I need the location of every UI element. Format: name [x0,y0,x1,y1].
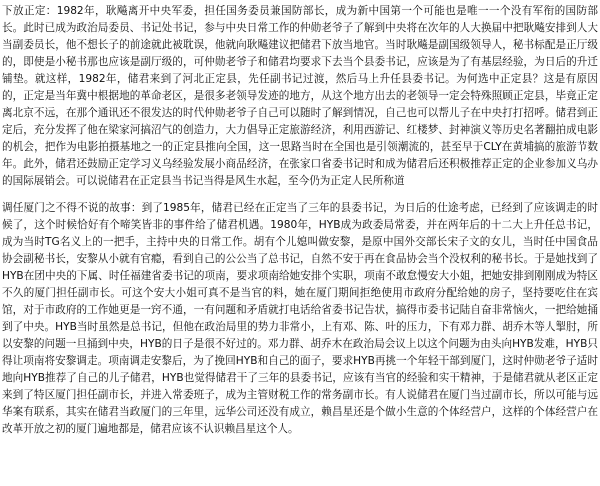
paragraph-xiamen: 调任厦门之不得不说的故事：到了1985年，储君已经在正定当了三年的县委书记，为日后的仕途考虑，已经到了应该调走的时候了，这个时候恰好有个啼笑皆非的事件给了储君机遇。1980年，HYB成为政委局常委，并在两年后的十二大上升任总书记，成为当时TG名义上的一把手，主持中央的日常工作。胡有个儿媳叫做安黎，是原中国外交部长宋子文的女儿，当时任中国食品协会副秘书长，安黎从小就有官瘾，看到自己的公公当了总书记，自然不安于再在食品协会当个没权利的秘书长。于是她找到了HYB在团中央的下属、时任福建省委书记的项南，要求项南给她安排个实职，项南不敢怠慢安大小姐，把她安排到刚刚成为特区不久的厦门担任副市长。可这个安大小姐可真不是当官的料，她在厦门期间拒绝使用市政府分配给她的房子，坚持要吃住在宾馆，对于市政府的工作她更是一窍不通，一有问题和矛盾就打电话给省委书记告状，搞得市委书记陆自奋非常恼火，一把给她捅到了中央。HYB当时虽然是总书记，但他在政治局里的势力非常小，上有邓、陈、叶的压力，下有邓力群、胡乔木等人掣肘，所以安黎的问题一旦捅到中央，HYB的日子是很不好过的。邓力群、胡乔木在政治局会议上以这个问题为由头向HYB发难，HYB只得让项南将安黎调走。项南调走安黎后，为了挽回HYB和自己的面子，要求HYB再挑一个年轻干部到厦门，这时仲勋老爷子适时地向HYB推荐了自己的儿子储君，HYB也觉得储君干了三年的县委书记，应该有当官的经验和实干精神，于是储君就从老区正定来到了特区厦门担任副市长，并进入常委班子，成为主管财税工作的常务副市长。有人说储君在厦门当过副市长，所以可能与远华案有联系，其实在储君当政厦门的三年里，远华公司还没有成立，赖昌星还是个做小生意的个体经营户，这样的个体经营户在改革开放之初的厦门遍地都是，储君应该不认识赖昌星这个人。 [2,202,598,435]
paragraph-zhengding: 下放正定：1982年，耿飚离开中央军委，担任国务委员兼国防部长，成为新中国第一个可能也是唯一一个没有军衔的国防部长。此时已成为政治局委员、书记处书记，参与中央日常工作的仲勋老爷子了解到中央将在次年的人大换届中把耿飚安排到人大当副委员长，他不想长子的前途就此被耽误，他就向耿飚建议把储君下放当地官。当时耿飚是副国级领导人，秘书标配是正厅级的，即使是小秘书那也应该是副厅级的，可仲勋老爷子和储君均要求下去当个县委书记，应该是为了有基层经验，为日后的升迁铺垫。就这样，1982年，储君来到了河北正定县，先任副书记过渡，然后马上升任县委书记。为何选中正定县？这是有原因的，正定是当年冀中根据地的革命老区，是很多老领导发迹的地方，从这个地方出去的老领导一定会特殊照顾正定县，毕竟正定离北京不远，在那个通讯还不很发达的时代仲勋老爷子自己可以随时了解到情况，自己也可以帮儿子在中央打打招呼。储君到正定后，充分发挥了他在梁家河搞沼气的创造力，大力倡导正定旅游经济，利用西游记、红楼梦、封神演义等历史名著翻拍成电影的机会，把作为电影拍摄基地之一的正定县推向全国，这一思路当时在全国也是引领潮流的，甚至早于CLY在黄埔搞的旅游节数年。此外，储君还鼓励正定学习义乌经验发展小商品经济，在张家口省委书记时和成为储君后还积极推荐正定的企业参加义乌办的国际展销会。可以说储君在正定县当书记当得是风生水起，至今仍为正定人民所称道 [2,5,598,187]
article-body [2,3,598,438]
paragraph-gap [2,190,598,200]
